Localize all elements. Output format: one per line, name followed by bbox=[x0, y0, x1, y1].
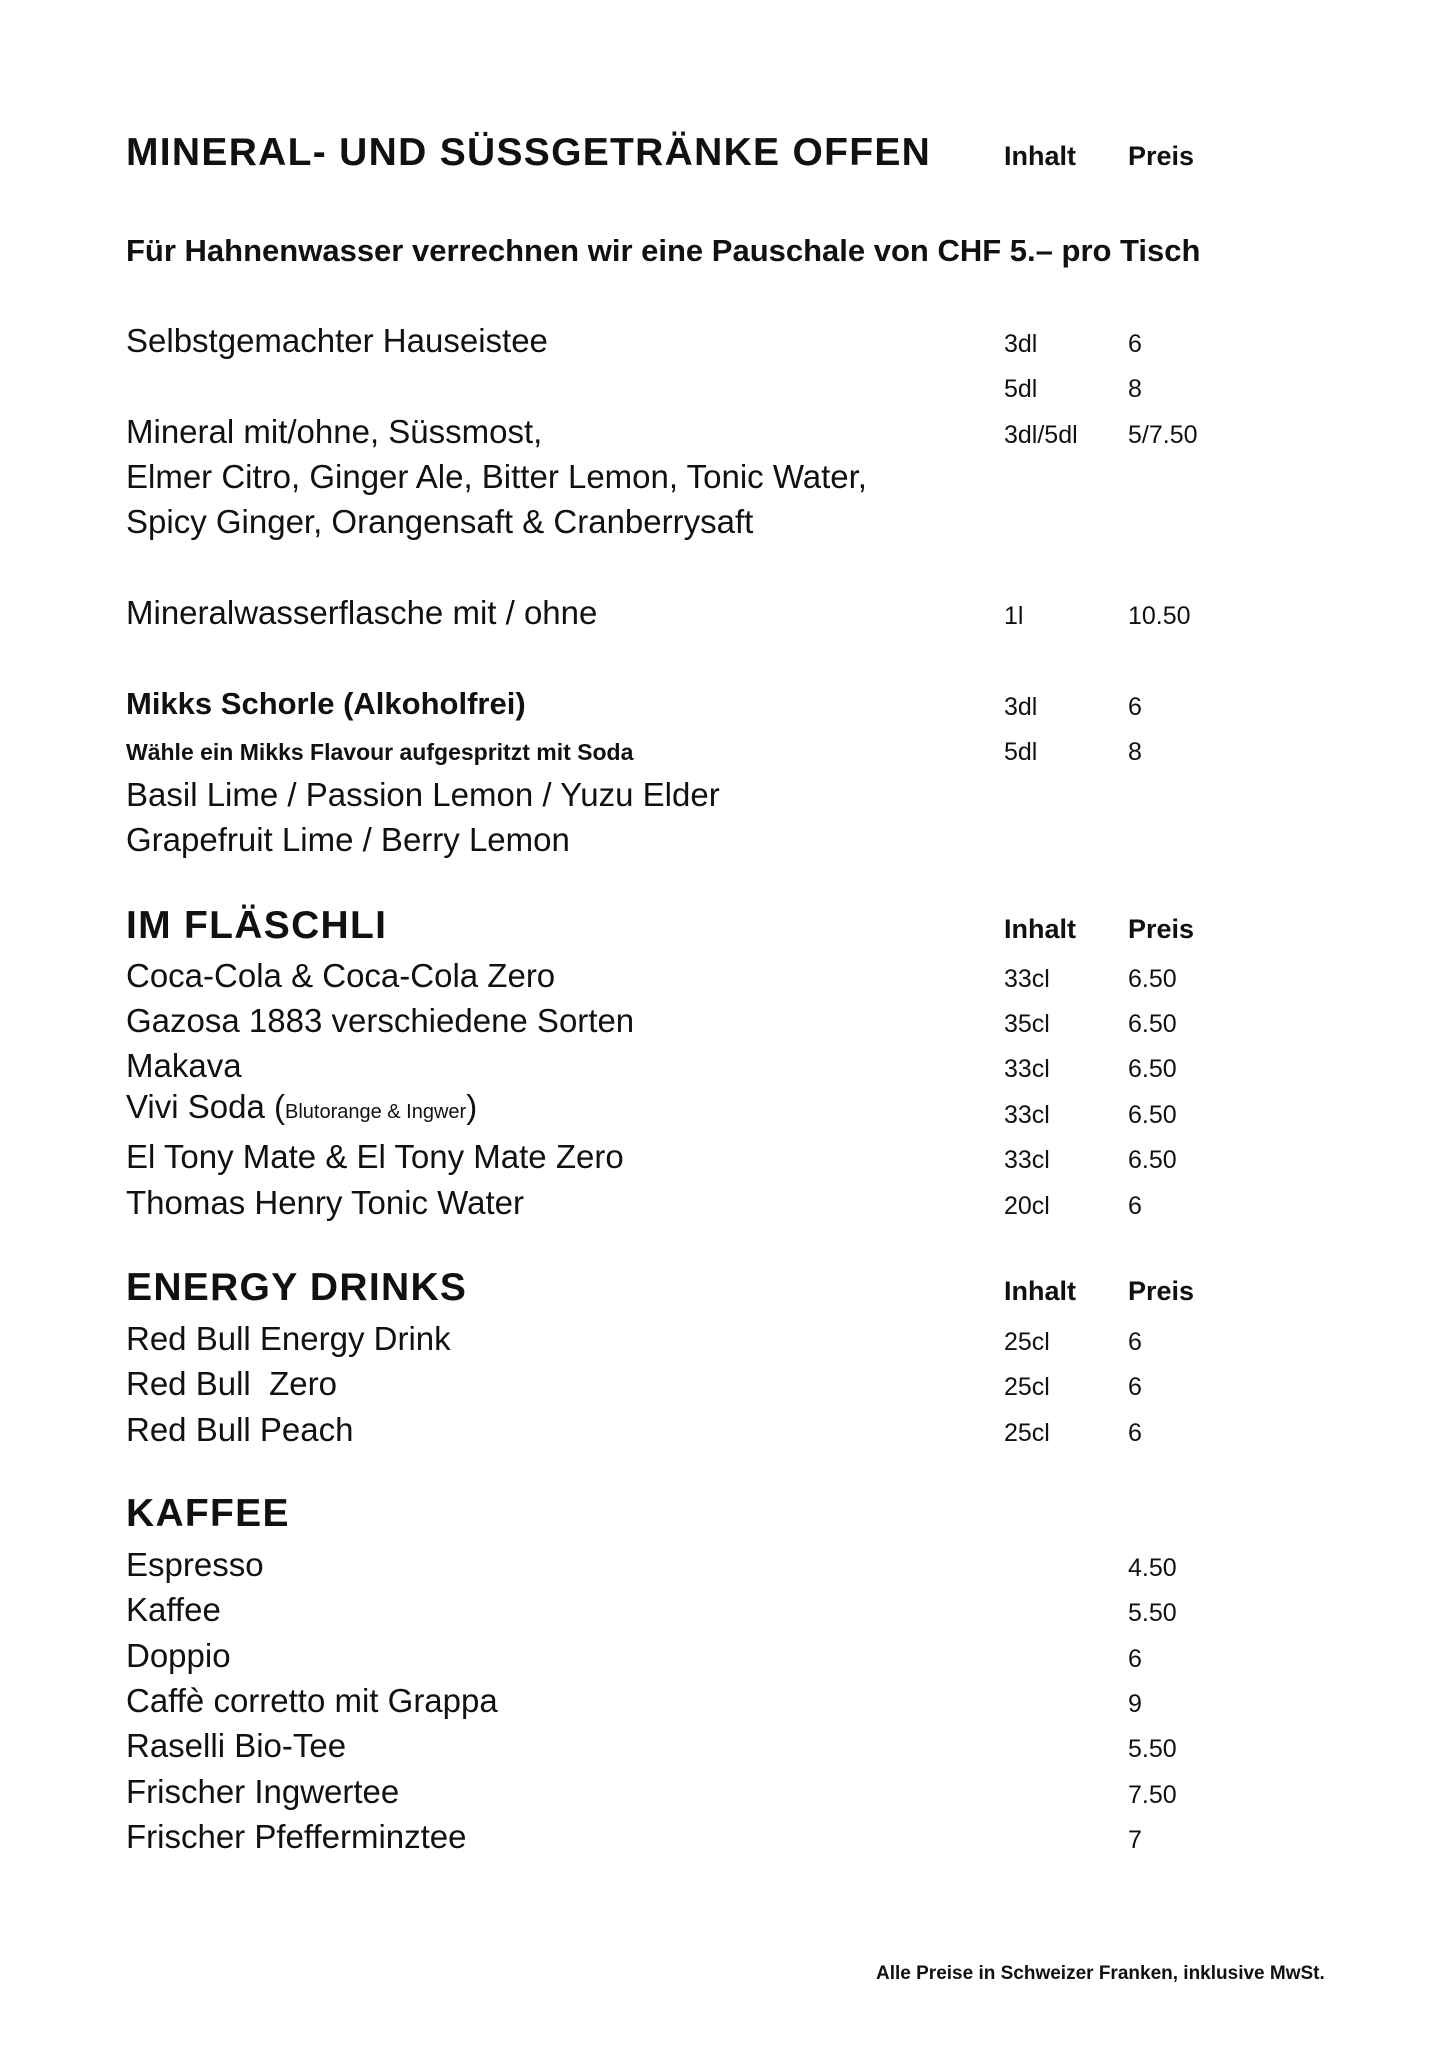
menu-item bbox=[0, 1769, 1454, 1815]
item-size: 25cl bbox=[1004, 1328, 1050, 1356]
item-name-end: ) bbox=[466, 1088, 478, 1125]
menu-item bbox=[0, 1587, 1454, 1633]
menu-item bbox=[0, 1180, 1454, 1226]
menu-item bbox=[0, 998, 1454, 1044]
item-name: Caffè corretto mit Grappa bbox=[126, 1682, 498, 1719]
item-price: 6.50 bbox=[1128, 1146, 1177, 1174]
item-name: Spicy Ginger, Orangensaft & Cranberrysaft bbox=[126, 503, 754, 540]
item-price: 6 bbox=[1128, 1419, 1142, 1447]
menu-item bbox=[0, 1814, 1454, 1860]
item-size: 20cl bbox=[1004, 1192, 1050, 1220]
item-price: 8 bbox=[1128, 738, 1142, 766]
item-size: 33cl bbox=[1004, 965, 1050, 993]
section-header-flaeschli bbox=[0, 903, 1454, 949]
item-name: Red Bull Peach bbox=[126, 1411, 354, 1448]
column-header-preis: Preis bbox=[1128, 141, 1195, 171]
tap-water-notice bbox=[0, 228, 1454, 274]
item-size: 1l bbox=[1004, 602, 1024, 630]
column-header-preis: Preis bbox=[1128, 1276, 1195, 1306]
menu-item-continuation bbox=[0, 772, 1454, 818]
menu-item-continuation bbox=[0, 817, 1454, 863]
item-size: 35cl bbox=[1004, 1010, 1050, 1038]
item-size: 5dl bbox=[1004, 375, 1038, 403]
menu-item bbox=[0, 409, 1454, 455]
item-price: 6.50 bbox=[1128, 1055, 1177, 1083]
item-price: 6 bbox=[1128, 1373, 1142, 1401]
item-price: 5.50 bbox=[1128, 1735, 1177, 1763]
item-price: 6 bbox=[1128, 693, 1142, 721]
menu-item bbox=[0, 318, 1454, 364]
menu-item bbox=[0, 1633, 1454, 1679]
item-name: Espresso bbox=[126, 1546, 264, 1583]
item-price: 6 bbox=[1128, 1328, 1142, 1356]
menu-item-continuation bbox=[0, 499, 1454, 545]
item-size: 33cl bbox=[1004, 1101, 1050, 1129]
item-price: 10.50 bbox=[1128, 602, 1191, 630]
item-subtitle: Wähle ein Mikks Flavour aufgespritzt mit Soda bbox=[126, 739, 634, 765]
item-price: 5.50 bbox=[1128, 1599, 1177, 1627]
item-name: Mikks Schorle (Alkoholfrei) bbox=[126, 686, 526, 721]
item-price: 6 bbox=[1128, 1192, 1142, 1220]
item-name: Frischer Ingwertee bbox=[126, 1773, 400, 1810]
item-name: Mineral mit/ohne, Süssmost, bbox=[126, 413, 543, 450]
item-price: 9 bbox=[1128, 1690, 1142, 1718]
item-name: Frischer Pfefferminztee bbox=[126, 1818, 467, 1855]
column-header-inhalt: Inhalt bbox=[1004, 914, 1076, 944]
menu-item bbox=[0, 1134, 1454, 1180]
item-name: Makava bbox=[126, 1047, 242, 1084]
item-price: 6 bbox=[1128, 330, 1142, 358]
section-header-energy bbox=[0, 1265, 1454, 1311]
item-price: 8 bbox=[1128, 375, 1142, 403]
column-header-preis: Preis bbox=[1128, 914, 1195, 944]
item-price: 6.50 bbox=[1128, 965, 1177, 993]
section-header-kaffee bbox=[0, 1491, 1454, 1537]
item-size: 33cl bbox=[1004, 1146, 1050, 1174]
menu-item bbox=[0, 1678, 1454, 1724]
menu-item bbox=[0, 726, 1454, 772]
item-price: 6.50 bbox=[1128, 1101, 1177, 1129]
item-name: Vivi Soda ( bbox=[126, 1088, 285, 1125]
item-name: Elmer Citro, Ginger Ale, Bitter Lemon, Tonic Water, bbox=[126, 458, 867, 495]
menu-item bbox=[0, 1407, 1454, 1453]
item-name: Selbstgemachter Hauseistee bbox=[126, 322, 548, 359]
item-name: Kaffee bbox=[126, 1591, 221, 1628]
item-price: 6 bbox=[1128, 1645, 1142, 1673]
menu-item bbox=[0, 681, 1454, 727]
menu-item bbox=[0, 953, 1454, 999]
item-note: Blutorange & Ingwer bbox=[284, 1101, 467, 1123]
menu-item bbox=[0, 1723, 1454, 1769]
item-price: 5/7.50 bbox=[1128, 421, 1198, 449]
item-size: 3dl/5dl bbox=[1004, 421, 1078, 449]
item-name: Coca-Cola & Coca-Cola Zero bbox=[126, 957, 556, 994]
item-price: 7.50 bbox=[1128, 1781, 1177, 1809]
section-title: IM FLÄSCHLI bbox=[126, 904, 388, 947]
item-name: Red Bull Zero bbox=[126, 1365, 337, 1402]
item-name: Basil Lime / Passion Lemon / Yuzu Elder bbox=[126, 776, 720, 813]
section-title: KAFFEE bbox=[126, 1492, 290, 1535]
price-footnote: Alle Preise in Schweizer Franken, inklusive MwSt. bbox=[876, 1963, 1325, 1984]
item-size: 3dl bbox=[1004, 330, 1038, 358]
item-size: 3dl bbox=[1004, 693, 1038, 721]
section-title: MINERAL- UND SÜSSGETRÄNKE OFFEN bbox=[126, 131, 932, 174]
item-name: Thomas Henry Tonic Water bbox=[126, 1184, 524, 1221]
menu-item bbox=[0, 1542, 1454, 1588]
item-name: Mineralwasserflasche mit / ohne bbox=[126, 594, 598, 631]
item-name: Gazosa 1883 verschiedene Sorten bbox=[126, 1002, 635, 1039]
item-name-group bbox=[126, 1084, 477, 1135]
item-price: 4.50 bbox=[1128, 1554, 1177, 1582]
item-name: Grapefruit Lime / Berry Lemon bbox=[126, 821, 570, 858]
item-price: 7 bbox=[1128, 1826, 1142, 1854]
notice-text: Für Hahnenwasser verrechnen wir eine Pauschale von CHF 5.– pro Tisch bbox=[126, 233, 1201, 268]
item-name: Red Bull Energy Drink bbox=[126, 1320, 451, 1357]
item-size: 25cl bbox=[1004, 1419, 1050, 1447]
column-header-inhalt: Inhalt bbox=[1004, 1276, 1076, 1306]
item-price: 6.50 bbox=[1128, 1010, 1177, 1038]
menu-item bbox=[0, 1089, 1454, 1135]
item-name: El Tony Mate & El Tony Mate Zero bbox=[126, 1138, 624, 1175]
item-name: Doppio bbox=[126, 1637, 231, 1674]
item-size: 5dl bbox=[1004, 738, 1038, 766]
menu-item bbox=[0, 1316, 1454, 1362]
menu-item bbox=[0, 1043, 1454, 1089]
menu-item-continuation bbox=[0, 454, 1454, 500]
section-header-mineral bbox=[0, 130, 1454, 176]
section-title: ENERGY DRINKS bbox=[126, 1266, 468, 1309]
column-header-inhalt: Inhalt bbox=[1004, 141, 1076, 171]
menu-item bbox=[0, 1361, 1454, 1407]
item-size: 25cl bbox=[1004, 1373, 1050, 1401]
menu-item bbox=[0, 590, 1454, 636]
item-name: Raselli Bio-Tee bbox=[126, 1727, 347, 1764]
menu-item bbox=[0, 363, 1454, 409]
item-size: 33cl bbox=[1004, 1055, 1050, 1083]
